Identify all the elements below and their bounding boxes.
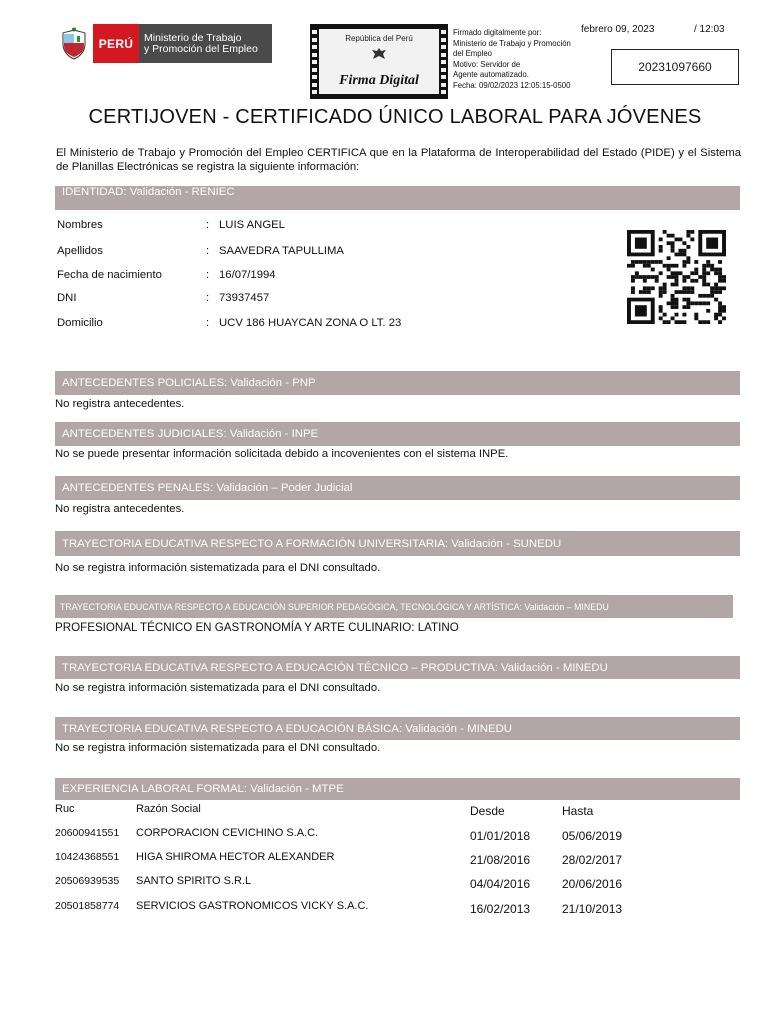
section-header: ANTECEDENTES PENALES: Validación – Poder Judicial xyxy=(55,476,740,500)
stamp-perforation xyxy=(312,45,317,49)
section-text: PROFESIONAL TÉCNICO EN GASTRONOMÍA Y ARTE CULINARIO: LATINO xyxy=(55,621,459,634)
stamp-perforation xyxy=(312,68,317,72)
identity-colon: : xyxy=(206,269,210,281)
identity-header: IDENTIDAD: Validación - RENIEC xyxy=(55,186,740,210)
stamp-perforation xyxy=(441,75,446,79)
table-cell-razon: SANTO SPIRITO S.R.L xyxy=(136,875,252,887)
section-text: No se puede presentar información solicitada debido a incovenientes con el sistema INPE. xyxy=(55,448,509,460)
stamp-perforation xyxy=(441,45,446,49)
ministry-line-2: y Promoción del Empleo xyxy=(144,42,258,55)
peru-label: PERÚ xyxy=(93,24,139,63)
stamp-perforation xyxy=(441,60,446,64)
identity-label: Fecha de nacimiento xyxy=(57,269,162,281)
stamp-perforation xyxy=(441,30,446,34)
signature-line: Fecha: 09/02/2023 12:05:15-0500 xyxy=(453,80,571,90)
table-cell-desde: 01/01/2018 xyxy=(470,829,531,843)
column-header-desde: Desde xyxy=(470,804,505,818)
page-title: CERTIJOVEN - CERTIFICADO ÚNICO LABORAL PARA JÓVENES xyxy=(88,106,702,128)
table-cell-hasta: 20/06/2016 xyxy=(562,877,623,891)
stamp-perforation xyxy=(441,53,446,57)
signature-line: Motivo: Servidor de xyxy=(453,59,521,69)
stamp-perforation xyxy=(312,60,317,64)
table-cell-hasta: 28/02/2017 xyxy=(562,853,623,867)
identity-value: 16/07/1994 xyxy=(219,269,276,281)
stamp-perforation xyxy=(312,75,317,79)
table-cell-razon: CORPORACION CEVICHINO S.A.C. xyxy=(136,827,319,839)
table-cell-razon: SERVICIOS GASTRONOMICOS VICKY S.A.C. xyxy=(136,900,369,912)
table-cell-ruc: 10424368551 xyxy=(55,851,120,863)
stamp-perforation xyxy=(312,38,317,42)
identity-value: SAAVEDRA TAPULLIMA xyxy=(219,245,344,257)
intro-paragraph: El Ministerio de Trabajo y Promoción del Empleo CERTIFICA que en la Plataforma de Interoperabilidad del Estado (PIDE) y el Sistema de Planillas Electrónicas se registra la siguiente información: xyxy=(56,147,741,173)
ministry-logo xyxy=(55,24,272,63)
digital-signature-stamp xyxy=(310,24,448,99)
signature-info xyxy=(453,28,603,91)
section-header: TRAYECTORIA EDUCATIVA RESPECTO A EDUCACIÓN BÁSICA: Validación - MINEDU xyxy=(55,717,740,740)
eagle-icon xyxy=(371,47,387,66)
coat-of-arms-icon xyxy=(55,24,93,63)
table-cell-desde: 16/02/2013 xyxy=(470,902,531,916)
section-header: TRAYECTORIA EDUCATIVA RESPECTO A FORMACIÓN UNIVERSITARIA: Validación - SUNEDU xyxy=(55,531,740,556)
signature-line: del Empleo xyxy=(453,49,493,58)
table-cell-ruc: 20501858774 xyxy=(55,900,120,912)
section-text: No registra antecedentes. xyxy=(55,398,185,410)
stamp-perforation xyxy=(441,83,446,87)
section-text: No se registra información sistematizada para el DNI consultado. xyxy=(55,562,381,574)
qr-code xyxy=(627,230,726,324)
stamp-perforation xyxy=(312,30,317,34)
signature-line: Ministerio de Trabajo y Promoción xyxy=(453,38,571,48)
table-cell-razon: HIGA SHIROMA HECTOR ALEXANDER xyxy=(136,851,335,863)
stamp-perforation xyxy=(441,68,446,72)
identity-colon: : xyxy=(206,292,210,304)
table-cell-ruc: 20506939535 xyxy=(55,875,120,887)
identity-colon: : xyxy=(206,245,210,257)
stamp-perforation xyxy=(312,53,317,57)
stamp-perforation xyxy=(312,83,317,87)
column-header-razon: Razón Social xyxy=(136,803,201,815)
table-cell-desde: 04/04/2016 xyxy=(470,877,531,891)
stamp-perforation xyxy=(441,90,446,94)
identity-label: Apellidos xyxy=(57,245,103,257)
column-header-hasta: Hasta xyxy=(562,804,594,818)
section-header: TRAYECTORIA EDUCATIVA RESPECTO A EDUCACIÓN SUPERIOR PEDAGÓGICA, TECNOLÓGICA Y ARTÍSTICA: Validación – MINEDU xyxy=(55,595,733,618)
identity-value: 73937457 xyxy=(219,292,270,304)
identity-label: DNI xyxy=(57,292,77,304)
signature-line: Firmado digitalmente por: xyxy=(453,28,542,37)
table-cell-ruc: 20600941551 xyxy=(55,827,120,839)
table-cell-desde: 21/08/2016 xyxy=(470,853,531,867)
certificate-code: 20231097660 xyxy=(611,49,739,85)
signature-line: Agente automatizado. xyxy=(453,70,529,79)
identity-label: Domicilio xyxy=(57,317,103,329)
section-header: TRAYECTORIA EDUCATIVA RESPECTO A EDUCACIÓN TÉCNICO – PRODUCTIVA: Validación - MINEDU xyxy=(55,656,740,679)
ministry-name xyxy=(139,24,272,63)
stamp-perforation xyxy=(312,90,317,94)
identity-value: UCV 186 HUAYCAN ZONA O LT. 23 xyxy=(219,317,402,329)
identity-colon: : xyxy=(206,219,210,231)
stamp-top-text: República del Perú xyxy=(345,34,413,43)
section-header: ANTECEDENTES POLICIALES: Validación - PNP xyxy=(55,371,740,395)
ministry-line-1: Ministerio de Trabajo xyxy=(144,31,242,44)
identity-label: Nombres xyxy=(57,219,103,231)
identity-colon: : xyxy=(206,317,210,329)
experience-header: EXPERIENCIA LABORAL FORMAL: Validación - MTPE xyxy=(55,778,740,800)
table-cell-hasta: 05/06/2019 xyxy=(562,829,623,843)
issue-time: / 12:03 xyxy=(694,24,725,35)
identity-value: LUIS ANGEL xyxy=(219,219,285,231)
issue-date: febrero 09, 2023 xyxy=(581,24,655,35)
section-text: No registra antecedentes. xyxy=(55,503,185,515)
table-cell-hasta: 21/10/2013 xyxy=(562,902,623,916)
column-header-ruc: Ruc xyxy=(55,803,75,815)
section-text: No se registra información sistematizada para el DNI consultado. xyxy=(55,742,381,754)
section-text: No se registra información sistematizada para el DNI consultado. xyxy=(55,682,381,694)
section-header: ANTECEDENTES JUDICIALES: Validación - INPE xyxy=(55,422,740,446)
stamp-bottom-text: Firma Digital xyxy=(339,73,419,88)
stamp-perforation xyxy=(441,38,446,42)
